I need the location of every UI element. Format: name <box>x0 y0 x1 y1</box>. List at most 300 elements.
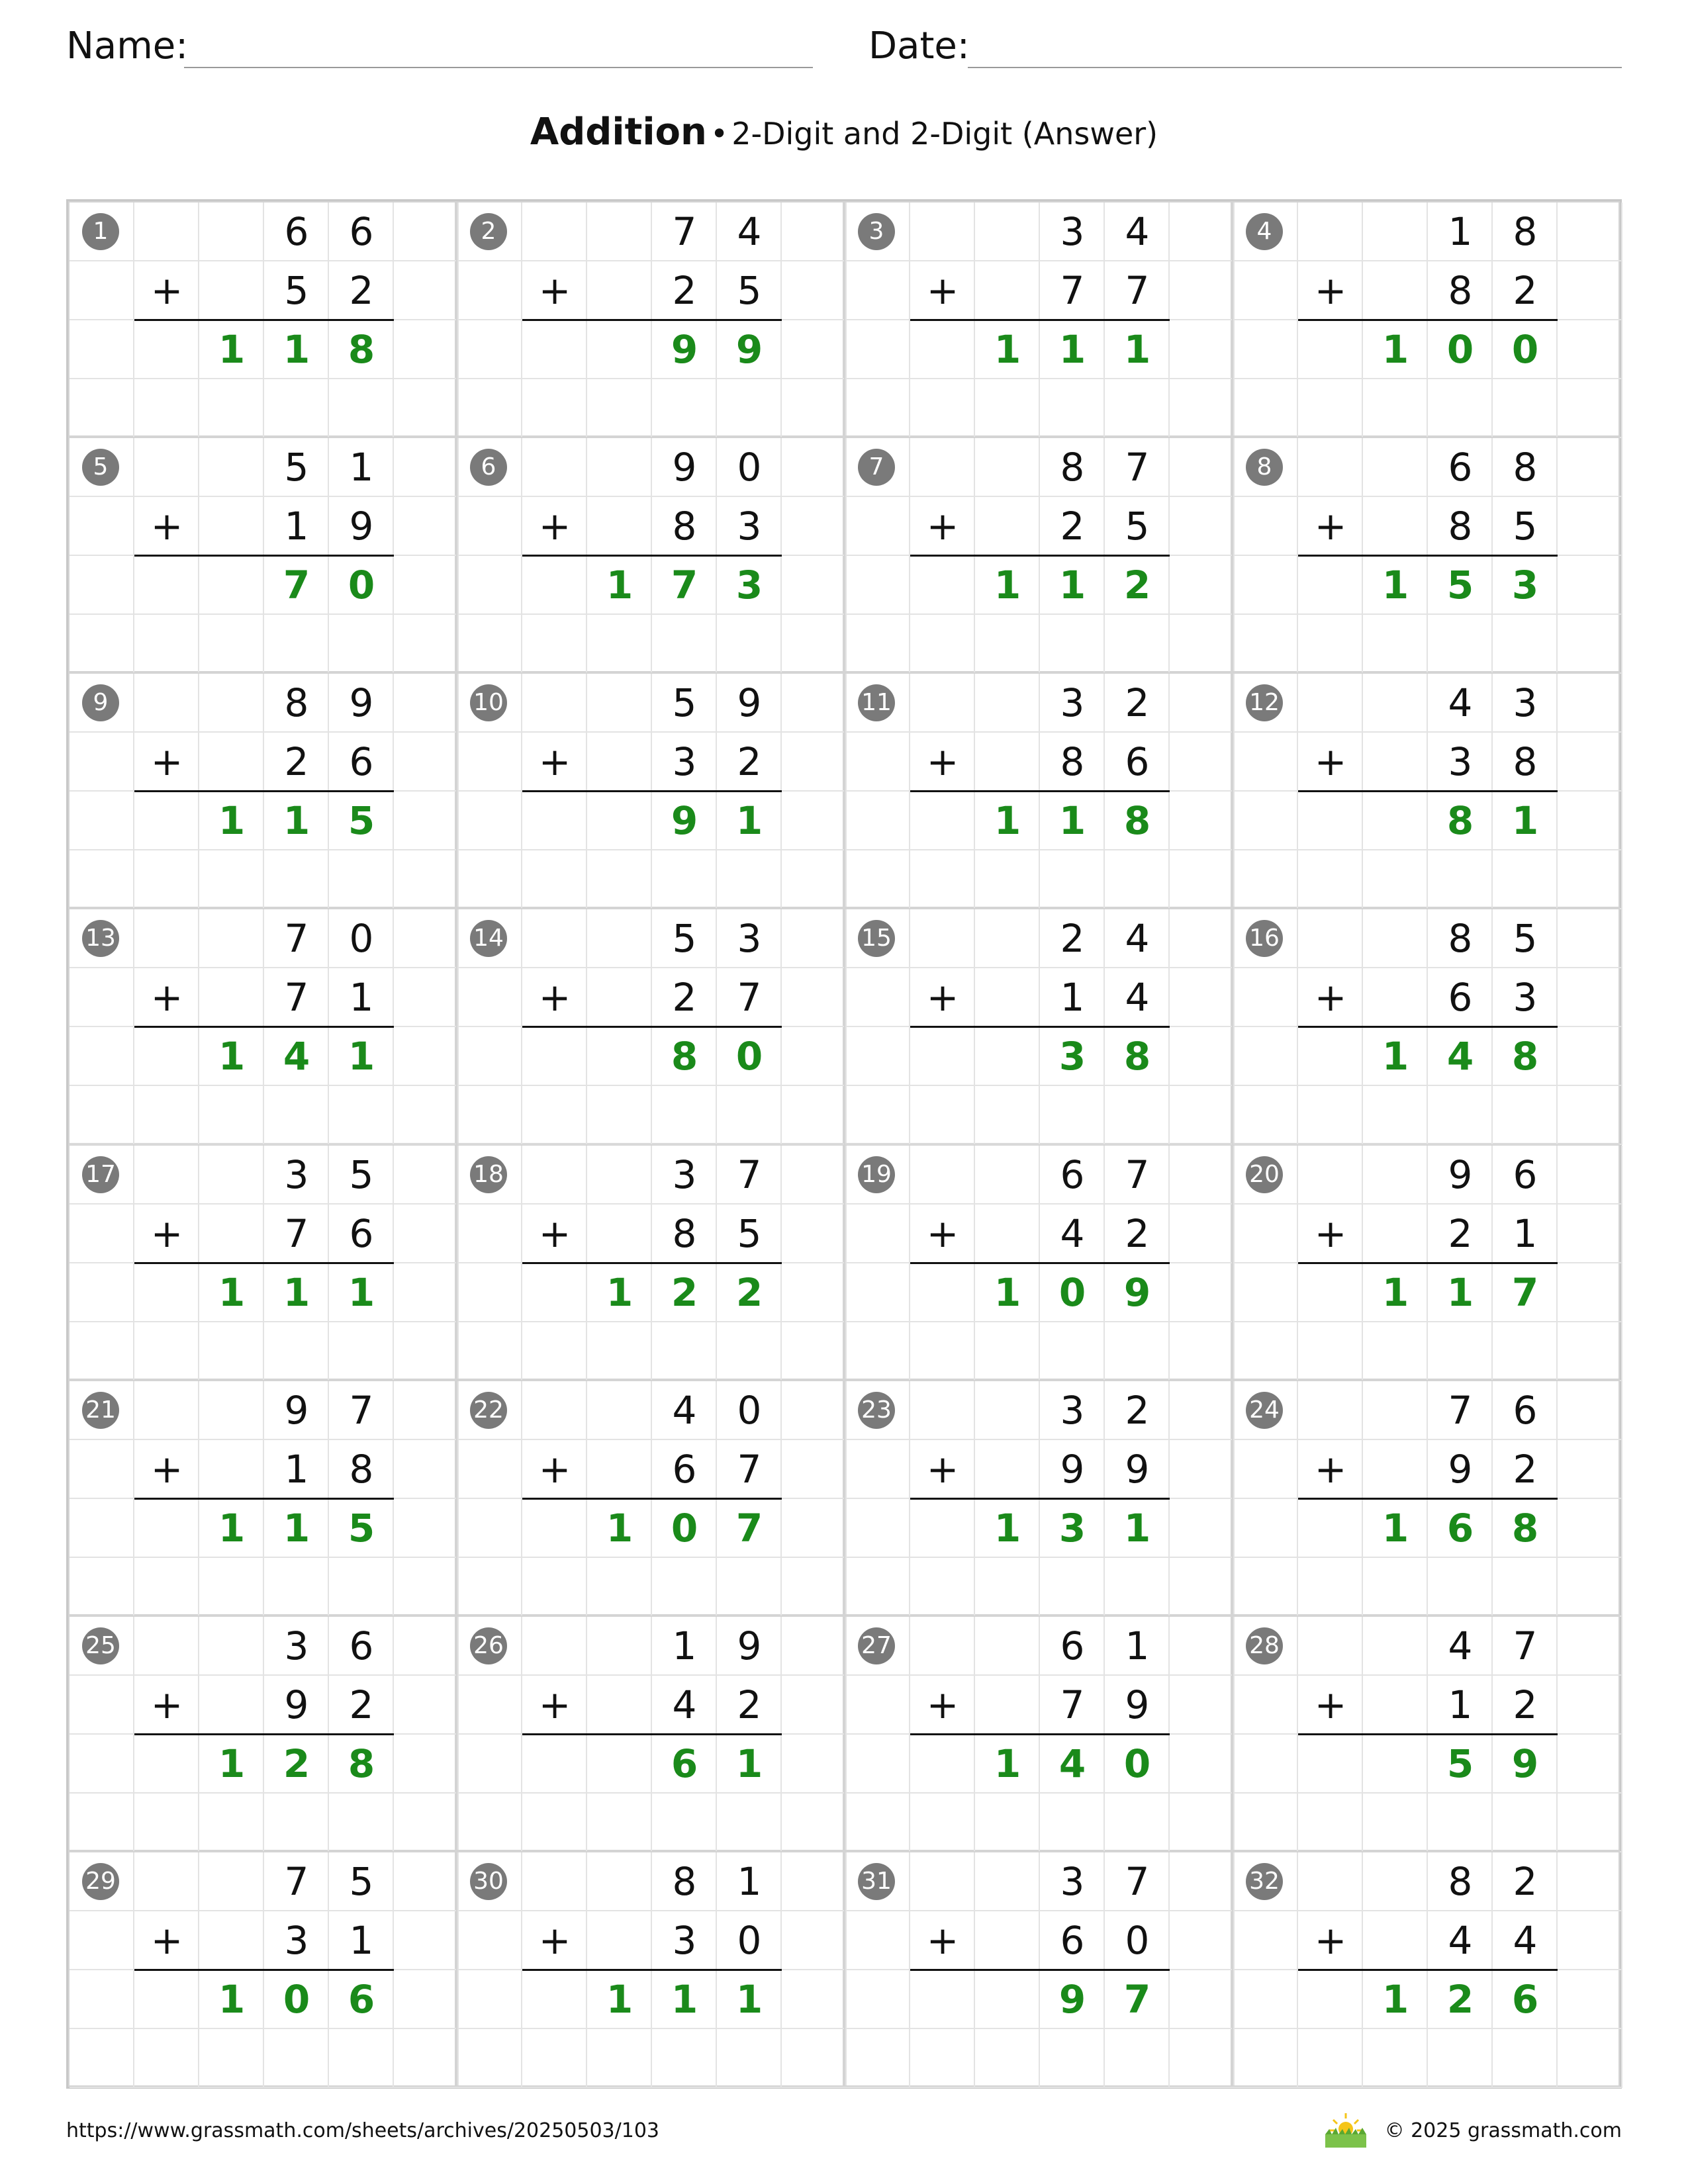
grid-cell <box>1233 1911 1298 1970</box>
grid-cell <box>329 615 394 674</box>
grid-cell <box>1170 1263 1235 1322</box>
answer-digit: 1 <box>606 1505 633 1551</box>
addend-top-digit: 3 <box>1060 680 1085 726</box>
grid-cell <box>1233 1322 1298 1381</box>
grid-cell <box>199 968 264 1027</box>
grid-cell <box>1493 850 1558 909</box>
grid-cell <box>910 203 975 261</box>
grid-cell <box>782 1027 847 1086</box>
grid-cell <box>652 850 717 909</box>
grid-cell <box>522 1146 587 1205</box>
grid-cell <box>1170 1086 1235 1145</box>
addend-top-digit: 8 <box>1448 916 1473 962</box>
grid-cell <box>394 497 459 556</box>
grid-cell <box>70 615 134 674</box>
grid-cell <box>522 438 587 497</box>
problem-number-badge: 7 <box>858 449 895 486</box>
answer-digit: 0 <box>1058 1269 1086 1315</box>
grid-cell <box>264 1558 329 1617</box>
grid-cell <box>587 1205 652 1263</box>
grid-cell <box>134 1381 199 1440</box>
problem-number-badge: 1 <box>82 213 119 250</box>
answer-digit: 2 <box>283 1741 310 1786</box>
grid-cell <box>1170 1440 1235 1499</box>
grid-cell <box>1363 1911 1428 1970</box>
grid-cell <box>1233 968 1298 1027</box>
grid-cell <box>1170 1499 1235 1558</box>
grid-cell <box>1363 733 1428 792</box>
problem-grid <box>66 199 1622 2089</box>
grid-cell <box>199 497 264 556</box>
answer-digit: 1 <box>283 327 310 372</box>
grid-cell <box>782 615 847 674</box>
grid-cell <box>845 1911 910 1970</box>
problem-number-badge: 15 <box>858 920 895 957</box>
grid-cell <box>70 733 134 792</box>
title-separator: • <box>710 116 729 152</box>
grid-cell <box>910 320 975 379</box>
grid-cell <box>1170 1558 1235 1617</box>
grid-cell <box>1558 1146 1622 1205</box>
grid-cell <box>717 379 782 438</box>
grid-cell <box>457 379 522 438</box>
grid-cell <box>845 556 910 615</box>
grid-cell <box>199 1852 264 1911</box>
addend-top-digit: 7 <box>1125 1152 1150 1197</box>
grid-cell <box>134 615 199 674</box>
grid-cell <box>134 1970 199 2029</box>
answer-digit: 1 <box>218 1034 246 1079</box>
grid-cell <box>522 850 587 909</box>
grid-cell <box>70 1086 134 1145</box>
grid-cell <box>1233 1205 1298 1263</box>
grid-cell <box>975 497 1040 556</box>
grid-cell <box>1558 261 1622 320</box>
worksheet-title <box>0 106 1688 167</box>
grid-cell <box>522 556 587 615</box>
plus-sign: + <box>926 268 959 313</box>
grid-cell <box>910 909 975 968</box>
grid-cell <box>1558 1794 1622 1852</box>
addend-bottom-digit: 9 <box>1125 1682 1150 1727</box>
grid-cell <box>199 615 264 674</box>
grid-cell <box>199 1440 264 1499</box>
addend-top-digit: 7 <box>349 1387 374 1433</box>
addend-bottom-digit: 8 <box>1448 504 1473 549</box>
grid-cell <box>910 1086 975 1145</box>
answer-digit <box>975 1027 1040 1086</box>
addend-bottom-digit: 5 <box>284 268 309 313</box>
grid-cell <box>522 909 587 968</box>
problem-number-badge: 13 <box>82 920 119 957</box>
answer-digit: 1 <box>606 1269 633 1315</box>
problem-number-badge: 30 <box>470 1863 507 1900</box>
grid-cell <box>70 1970 134 2029</box>
grid-cell <box>1233 733 1298 792</box>
grid-cell <box>975 674 1040 733</box>
problem-number-badge: 29 <box>82 1863 119 1900</box>
grid-cell <box>394 909 459 968</box>
grid-cell <box>394 615 459 674</box>
title-main: Addition <box>530 111 707 154</box>
grid-cell <box>1105 379 1170 438</box>
addend-top-digit: 1 <box>1125 1623 1150 1668</box>
grid-cell <box>1170 556 1235 615</box>
grid-cell <box>845 850 910 909</box>
addend-bottom-digit: 1 <box>349 975 374 1021</box>
grid-cell <box>1170 909 1235 968</box>
grid-cell <box>1363 2029 1428 2088</box>
problem-number-badge: 14 <box>470 920 507 957</box>
grid-cell <box>1170 1617 1235 1676</box>
problem-card <box>456 908 844 1144</box>
grid-cell <box>910 2029 975 2088</box>
addend-top-digit: 8 <box>672 1858 697 1904</box>
addend-bottom-digit: 6 <box>1125 739 1150 785</box>
grid-cell <box>1298 674 1363 733</box>
problem-number-badge: 25 <box>82 1627 119 1664</box>
answer-digit: 8 <box>1511 1505 1539 1551</box>
addend-top-digit: 5 <box>284 445 309 490</box>
addend-top-digit: 5 <box>349 1152 374 1197</box>
grid-cell <box>975 1381 1040 1440</box>
problem-number-badge: 8 <box>1246 449 1283 486</box>
grid-cell <box>522 1322 587 1381</box>
grid-cell <box>1105 615 1170 674</box>
grid-cell <box>264 2029 329 2088</box>
grid-cell <box>1233 320 1298 379</box>
grid-cell <box>1298 1852 1363 1911</box>
grid-cell <box>457 497 522 556</box>
answer-digit: 1 <box>994 1741 1021 1786</box>
grid-cell <box>394 850 459 909</box>
plus-sign: + <box>926 1917 959 1963</box>
addend-bottom-digit: 7 <box>284 975 309 1021</box>
grid-cell <box>394 1027 459 1086</box>
grid-cell <box>910 1499 975 1558</box>
answer-digit: 1 <box>735 798 763 844</box>
grid-cell <box>70 556 134 615</box>
grid-cell <box>1558 1911 1622 1970</box>
grid-cell <box>1233 792 1298 850</box>
grid-cell <box>782 203 847 261</box>
addend-bottom-digit: 9 <box>1060 1446 1085 1492</box>
grid-cell <box>1558 1440 1622 1499</box>
grid-cell <box>522 1852 587 1911</box>
footer-url[interactable]: https://www.grassmath.com/sheets/archives/20250503/103 <box>66 2119 660 2142</box>
grid-cell <box>845 1086 910 1145</box>
answer-digit: 1 <box>994 798 1021 844</box>
answer-digit: 1 <box>1382 1976 1409 2022</box>
addend-bottom-digit: 3 <box>1448 739 1473 785</box>
plus-sign: + <box>926 1682 959 1727</box>
answer-digit: 1 <box>218 1505 246 1551</box>
grid-cell <box>1558 556 1622 615</box>
grid-cell <box>910 615 975 674</box>
grid-cell <box>1040 1322 1105 1381</box>
problem-card <box>1232 1851 1620 2087</box>
grid-cell <box>457 1970 522 2029</box>
grid-cell <box>1558 850 1622 909</box>
grid-cell <box>1040 1794 1105 1852</box>
grid-cell <box>134 1735 199 1794</box>
answer-digit: 9 <box>671 327 698 372</box>
addend-bottom-digit: 2 <box>737 1682 762 1727</box>
grid-cell <box>587 1911 652 1970</box>
answer-digit: 7 <box>671 563 698 608</box>
plus-sign: + <box>150 1917 183 1963</box>
addend-bottom-digit: 1 <box>284 1446 309 1492</box>
grid-cell <box>1558 1263 1622 1322</box>
grid-cell <box>910 1970 975 2029</box>
grid-cell <box>1170 320 1235 379</box>
answer-digit: 1 <box>994 563 1021 608</box>
grid-cell <box>1170 1027 1235 1086</box>
addend-top-digit: 7 <box>284 916 309 962</box>
addend-bottom-digit: 2 <box>1448 1210 1473 1256</box>
grid-cell <box>522 379 587 438</box>
grid-cell <box>1558 1205 1622 1263</box>
grid-cell <box>975 909 1040 968</box>
answer-digit: 8 <box>348 327 375 372</box>
answer-digit: 1 <box>218 1741 246 1786</box>
problem-number-badge: 32 <box>1246 1863 1283 1900</box>
grid-cell <box>1363 674 1428 733</box>
addend-bottom-digit: 2 <box>1513 1446 1538 1492</box>
grid-cell <box>845 2029 910 2088</box>
addend-bottom-digit: 8 <box>672 504 697 549</box>
answer-digit <box>1363 1735 1428 1794</box>
grid-cell <box>1298 909 1363 968</box>
plus-sign: + <box>150 1446 183 1492</box>
grid-cell <box>1558 792 1622 850</box>
grid-cell <box>199 909 264 968</box>
answer-digit: 0 <box>283 1976 310 2022</box>
grid-cell <box>782 1617 847 1676</box>
name-line <box>184 67 813 68</box>
grid-cell <box>394 1499 459 1558</box>
grid-cell <box>1298 850 1363 909</box>
grid-cell <box>1558 733 1622 792</box>
grid-cell <box>1170 1322 1235 1381</box>
grid-cell <box>845 1558 910 1617</box>
grid-cell <box>1363 1086 1428 1145</box>
grid-cell <box>1363 1558 1428 1617</box>
grid-cell <box>394 1263 459 1322</box>
addend-bottom-digit: 1 <box>1513 1210 1538 1256</box>
grid-cell <box>782 850 847 909</box>
grid-cell <box>910 1617 975 1676</box>
addend-top-digit: 6 <box>1513 1387 1538 1433</box>
grid-cell <box>975 615 1040 674</box>
grid-cell <box>782 1794 847 1852</box>
addend-bottom-digit: 7 <box>737 1446 762 1492</box>
grid-cell <box>1493 1794 1558 1852</box>
grid-cell <box>522 615 587 674</box>
grid-cell <box>975 379 1040 438</box>
grid-cell <box>975 1676 1040 1735</box>
grid-cell <box>910 1263 975 1322</box>
addend-top-digit: 8 <box>1513 209 1538 254</box>
grid-cell <box>1170 850 1235 909</box>
answer-digit: 1 <box>606 563 633 608</box>
answer-digit <box>587 320 652 379</box>
plus-sign: + <box>1314 1446 1347 1492</box>
grid-cell <box>1558 1558 1622 1617</box>
addend-bottom-digit: 6 <box>1060 1917 1085 1963</box>
plus-sign: + <box>1314 739 1347 785</box>
answer-digit: 1 <box>218 327 246 372</box>
grid-cell <box>910 1027 975 1086</box>
grid-cell <box>587 850 652 909</box>
grid-cell <box>1298 1794 1363 1852</box>
grid-cell <box>910 379 975 438</box>
problem-card <box>844 1144 1232 1380</box>
grid-cell <box>522 1263 587 1322</box>
grid-cell <box>975 1558 1040 1617</box>
grid-cell <box>1428 1322 1493 1381</box>
grid-cell <box>1040 1086 1105 1145</box>
grid-cell <box>264 1322 329 1381</box>
grid-cell <box>1428 850 1493 909</box>
grid-cell <box>1558 674 1622 733</box>
addend-top-digit: 3 <box>672 1152 697 1197</box>
grid-cell <box>1428 379 1493 438</box>
grid-cell <box>782 1970 847 2029</box>
answer-digit: 0 <box>735 1034 763 1079</box>
addend-top-digit: 4 <box>1125 916 1150 962</box>
problem-number-badge: 2 <box>470 213 507 250</box>
grid-cell <box>329 1794 394 1852</box>
addend-bottom-digit: 8 <box>1060 739 1085 785</box>
grid-cell <box>1493 379 1558 438</box>
grid-cell <box>457 1027 522 1086</box>
grid-cell <box>70 850 134 909</box>
addend-bottom-digit: 3 <box>1513 975 1538 1021</box>
grid-cell <box>845 1263 910 1322</box>
grid-cell <box>1233 2029 1298 2088</box>
addend-top-digit: 1 <box>1448 209 1473 254</box>
addend-top-digit: 3 <box>1513 680 1538 726</box>
answer-digit: 0 <box>671 1505 698 1551</box>
grid-cell <box>717 850 782 909</box>
grid-cell <box>199 674 264 733</box>
grid-cell <box>394 2029 459 2088</box>
answer-digit: 3 <box>1511 563 1539 608</box>
grid-cell <box>587 1852 652 1911</box>
addend-bottom-digit: 3 <box>672 1917 697 1963</box>
grid-cell <box>975 1205 1040 1263</box>
grid-cell <box>975 438 1040 497</box>
plus-sign: + <box>150 504 183 549</box>
answer-digit: 8 <box>1511 1034 1539 1079</box>
grid-cell <box>1558 968 1622 1027</box>
grid-cell <box>199 1381 264 1440</box>
answer-digit: 4 <box>283 1034 310 1079</box>
grid-cell <box>1233 1499 1298 1558</box>
grid-cell <box>1493 615 1558 674</box>
grid-cell <box>845 1322 910 1381</box>
problem-card <box>844 1380 1232 1615</box>
grid-cell <box>1170 438 1235 497</box>
addend-top-digit: 1 <box>672 1623 697 1668</box>
answer-digit: 0 <box>348 563 375 608</box>
grid-cell <box>1558 379 1622 438</box>
grid-cell <box>134 1322 199 1381</box>
addend-bottom-digit: 1 <box>349 1917 374 1963</box>
grid-cell <box>199 2029 264 2088</box>
addend-bottom-digit: 9 <box>1448 1446 1473 1492</box>
problem-card <box>456 437 844 672</box>
plus-sign: + <box>538 975 571 1021</box>
grid-cell <box>1233 1676 1298 1735</box>
grid-cell <box>522 674 587 733</box>
problem-card <box>68 437 456 672</box>
grid-cell <box>199 850 264 909</box>
grid-cell <box>587 2029 652 2088</box>
addend-bottom-digit: 7 <box>737 975 762 1021</box>
grid-cell <box>199 379 264 438</box>
problem-card <box>1232 1144 1620 1380</box>
grid-cell <box>70 1558 134 1617</box>
grid-cell <box>394 1086 459 1145</box>
grid-cell <box>1363 968 1428 1027</box>
answer-digit: 8 <box>348 1741 375 1786</box>
grid-cell <box>199 203 264 261</box>
answer-digit: 2 <box>1446 1976 1474 2022</box>
addend-top-digit: 6 <box>1060 1152 1085 1197</box>
grid-cell <box>1558 497 1622 556</box>
addend-bottom-digit: 5 <box>737 268 762 313</box>
grid-cell <box>199 438 264 497</box>
grid-cell <box>457 615 522 674</box>
answer-digit: 8 <box>1123 798 1151 844</box>
grid-cell <box>199 1205 264 1263</box>
addend-bottom-digit: 8 <box>672 1210 697 1256</box>
plus-sign: + <box>150 975 183 1021</box>
addend-bottom-digit: 5 <box>737 1210 762 1256</box>
grid-cell <box>1363 1146 1428 1205</box>
grid-cell <box>522 1086 587 1145</box>
grid-cell <box>457 968 522 1027</box>
grid-cell <box>1233 497 1298 556</box>
grid-cell <box>264 1086 329 1145</box>
grid-cell <box>1170 1794 1235 1852</box>
problem-card <box>844 437 1232 672</box>
addend-top-digit: 9 <box>1448 1152 1473 1197</box>
problem-card <box>844 908 1232 1144</box>
grid-cell <box>1170 1970 1235 2029</box>
grid-cell <box>134 1617 199 1676</box>
addend-top-digit: 6 <box>1060 1623 1085 1668</box>
problem-number-badge: 9 <box>82 684 119 721</box>
grid-cell <box>782 968 847 1027</box>
grid-cell <box>457 1911 522 1970</box>
grid-cell <box>1428 1558 1493 1617</box>
grid-cell <box>457 556 522 615</box>
grid-cell <box>1233 1794 1298 1852</box>
addend-bottom-digit: 5 <box>1513 504 1538 549</box>
addend-top-digit: 9 <box>672 445 697 490</box>
grid-cell <box>587 1794 652 1852</box>
grid-cell <box>845 792 910 850</box>
grid-cell <box>1170 497 1235 556</box>
answer-digit: 1 <box>283 798 310 844</box>
grid-cell <box>782 261 847 320</box>
grid-cell <box>134 1027 199 1086</box>
answer-digit: 1 <box>1382 327 1409 372</box>
problem-card <box>1232 1615 1620 1851</box>
